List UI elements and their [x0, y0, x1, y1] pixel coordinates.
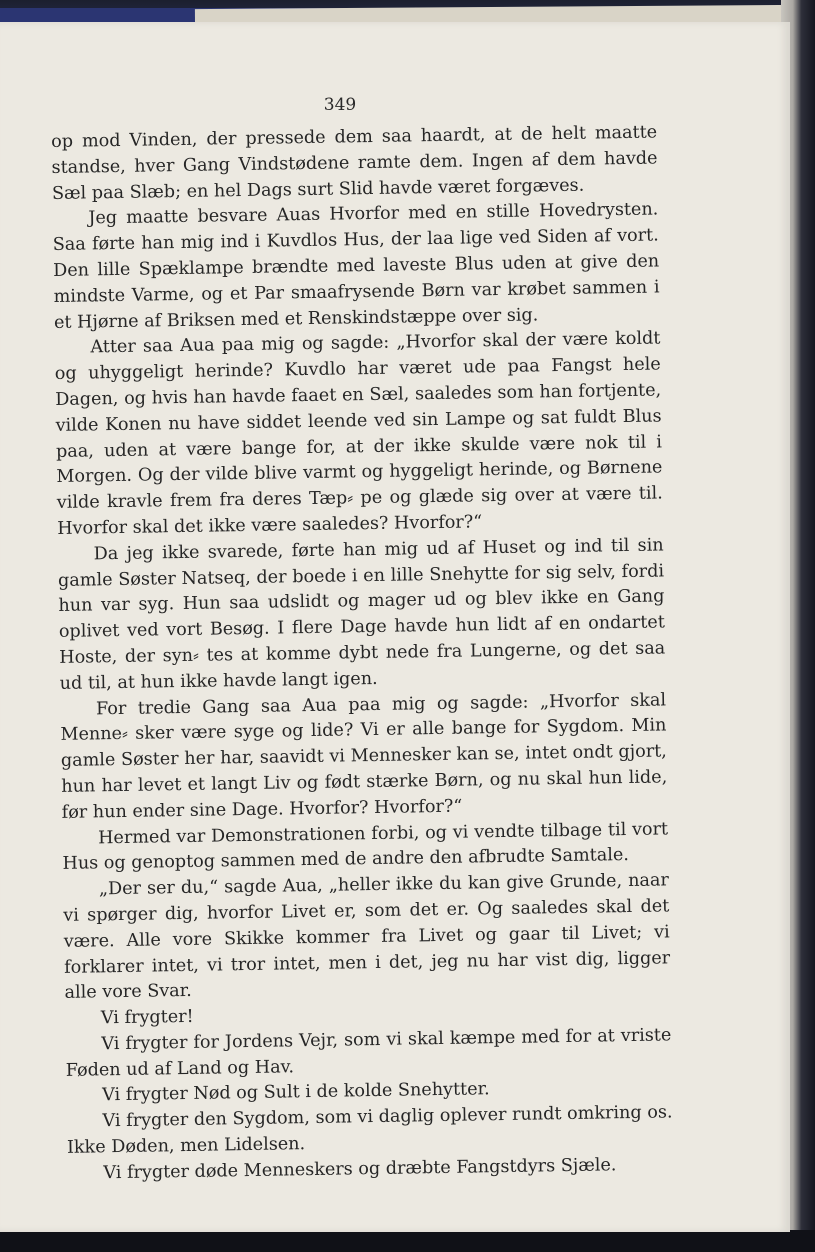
paragraph: Hermed var Demonstrationen forbi, og vi vendte tilbage til vort Hus og genoptog sammen med de andre den afbrudte Samtale.	[62, 818, 669, 875]
paragraph: op mod Vinden, der pressede dem saa haardt, at de helt maatte standse, hver Gang Vindstødene ramte dem. Ingen af dem havde Sæl paa Slæb; en hel Dags surt Slid havde været forgæves.	[51, 122, 658, 204]
paragraph: Jeg maatte besvare Auas Hvorfor med en stille Hovedrysten. Saa førte han mig ind i Kuvdlos Hus, der laa lige ved Siden af vort. Den lille Spæklampe brændte med laveste Blus uden at give den mindste Varme, og et Par smaafrysende Børn var krøbet sammen i et Hjørne af Briksen med et Renskindstæppe over sig.	[52, 199, 660, 333]
paragraph: Atter saa Aua paa mig og sagde: „Hvorfor skal der være koldt og uhyggeligt herinde? Kuvdlo har været ude paa Fangst hele Dagen, og hvis han havde faaet en Sæl, saaledes som han fortjente, vilde Konen nu have siddet leende ved sin Lampe og sat fuldt Blus paa, uden at være bange for, at der ikke skulde være nok til i Morgen. Og der vilde blive varmt og hyggeligt herinde, og Børnene vilde kravle frem fra deres Tæp⸗ pe og glæde sig over at være til. Hvorfor skal det ikke være saaledes? Hvorfor?“	[54, 328, 663, 539]
paragraph: For tredie Gang saa Aua paa mig og sagde: „Hvorfor skal Menne⸗ sker være syge og lide? Vi er alle bange for Sygdom. Min gamle Søster her har, saavidt vi Mennesker kan se, intet ondt gjort, hun har levet et langt Liv og født stærke Børn, og nu skal hun lide, før hun ender sine Dage. Hvorfor? Hvorfor?“	[60, 689, 668, 823]
page-number: 349	[323, 95, 357, 115]
scan-bottom-edge	[0, 1230, 815, 1252]
paragraph: Vi frygter!	[100, 1006, 194, 1029]
paragraph: Vi frygter døde Menneskers og dræbte Fangstdyrs Sjæle.	[103, 1155, 617, 1184]
book-page	[0, 22, 790, 1232]
paragraph: Da jeg ikke svarede, førte han mig ud af Huset og ind til sin gamle Søster Natseq, der boede i en lille Snehytte for sig selv, fordi hun var syg. Hun saa udslidt og mager ud og blev ikke en Gang oplivet ved vort Besøg. I flere Dage havde hun lidt af en ondartet Hoste, der syn⸗ tes at komme dybt nede fra Lungerne, og det saa ud til, at hun ikke havde langt igen.	[57, 535, 666, 694]
page-body-text	[51, 120, 674, 1187]
paragraph: Vi frygter den Sygdom, som vi daglig oplever rundt omkring os. Ikke Døden, men Lidelsen.	[66, 1102, 673, 1158]
paragraph: Vi frygter for Jordens Vejr, som vi skal kæmpe med for at vriste Føden ud af Land og Hav.	[65, 1025, 672, 1081]
paragraph: „Der ser du,“ sagde Aua, „heller ikke du kan give Grunde, naar vi spørger dig, hvorfor Livet er, som det er. Og saaledes skal det være. Alle vore Skikke kommer fra Livet og gaar til Livet; vi forklarer intet, vi tror intet, men i det, jeg nu har vist dig, ligger alle vore Svar.	[63, 870, 671, 1004]
paragraph: Vi frygter Nød og Sult i de kolde Snehytter.	[102, 1079, 490, 1106]
